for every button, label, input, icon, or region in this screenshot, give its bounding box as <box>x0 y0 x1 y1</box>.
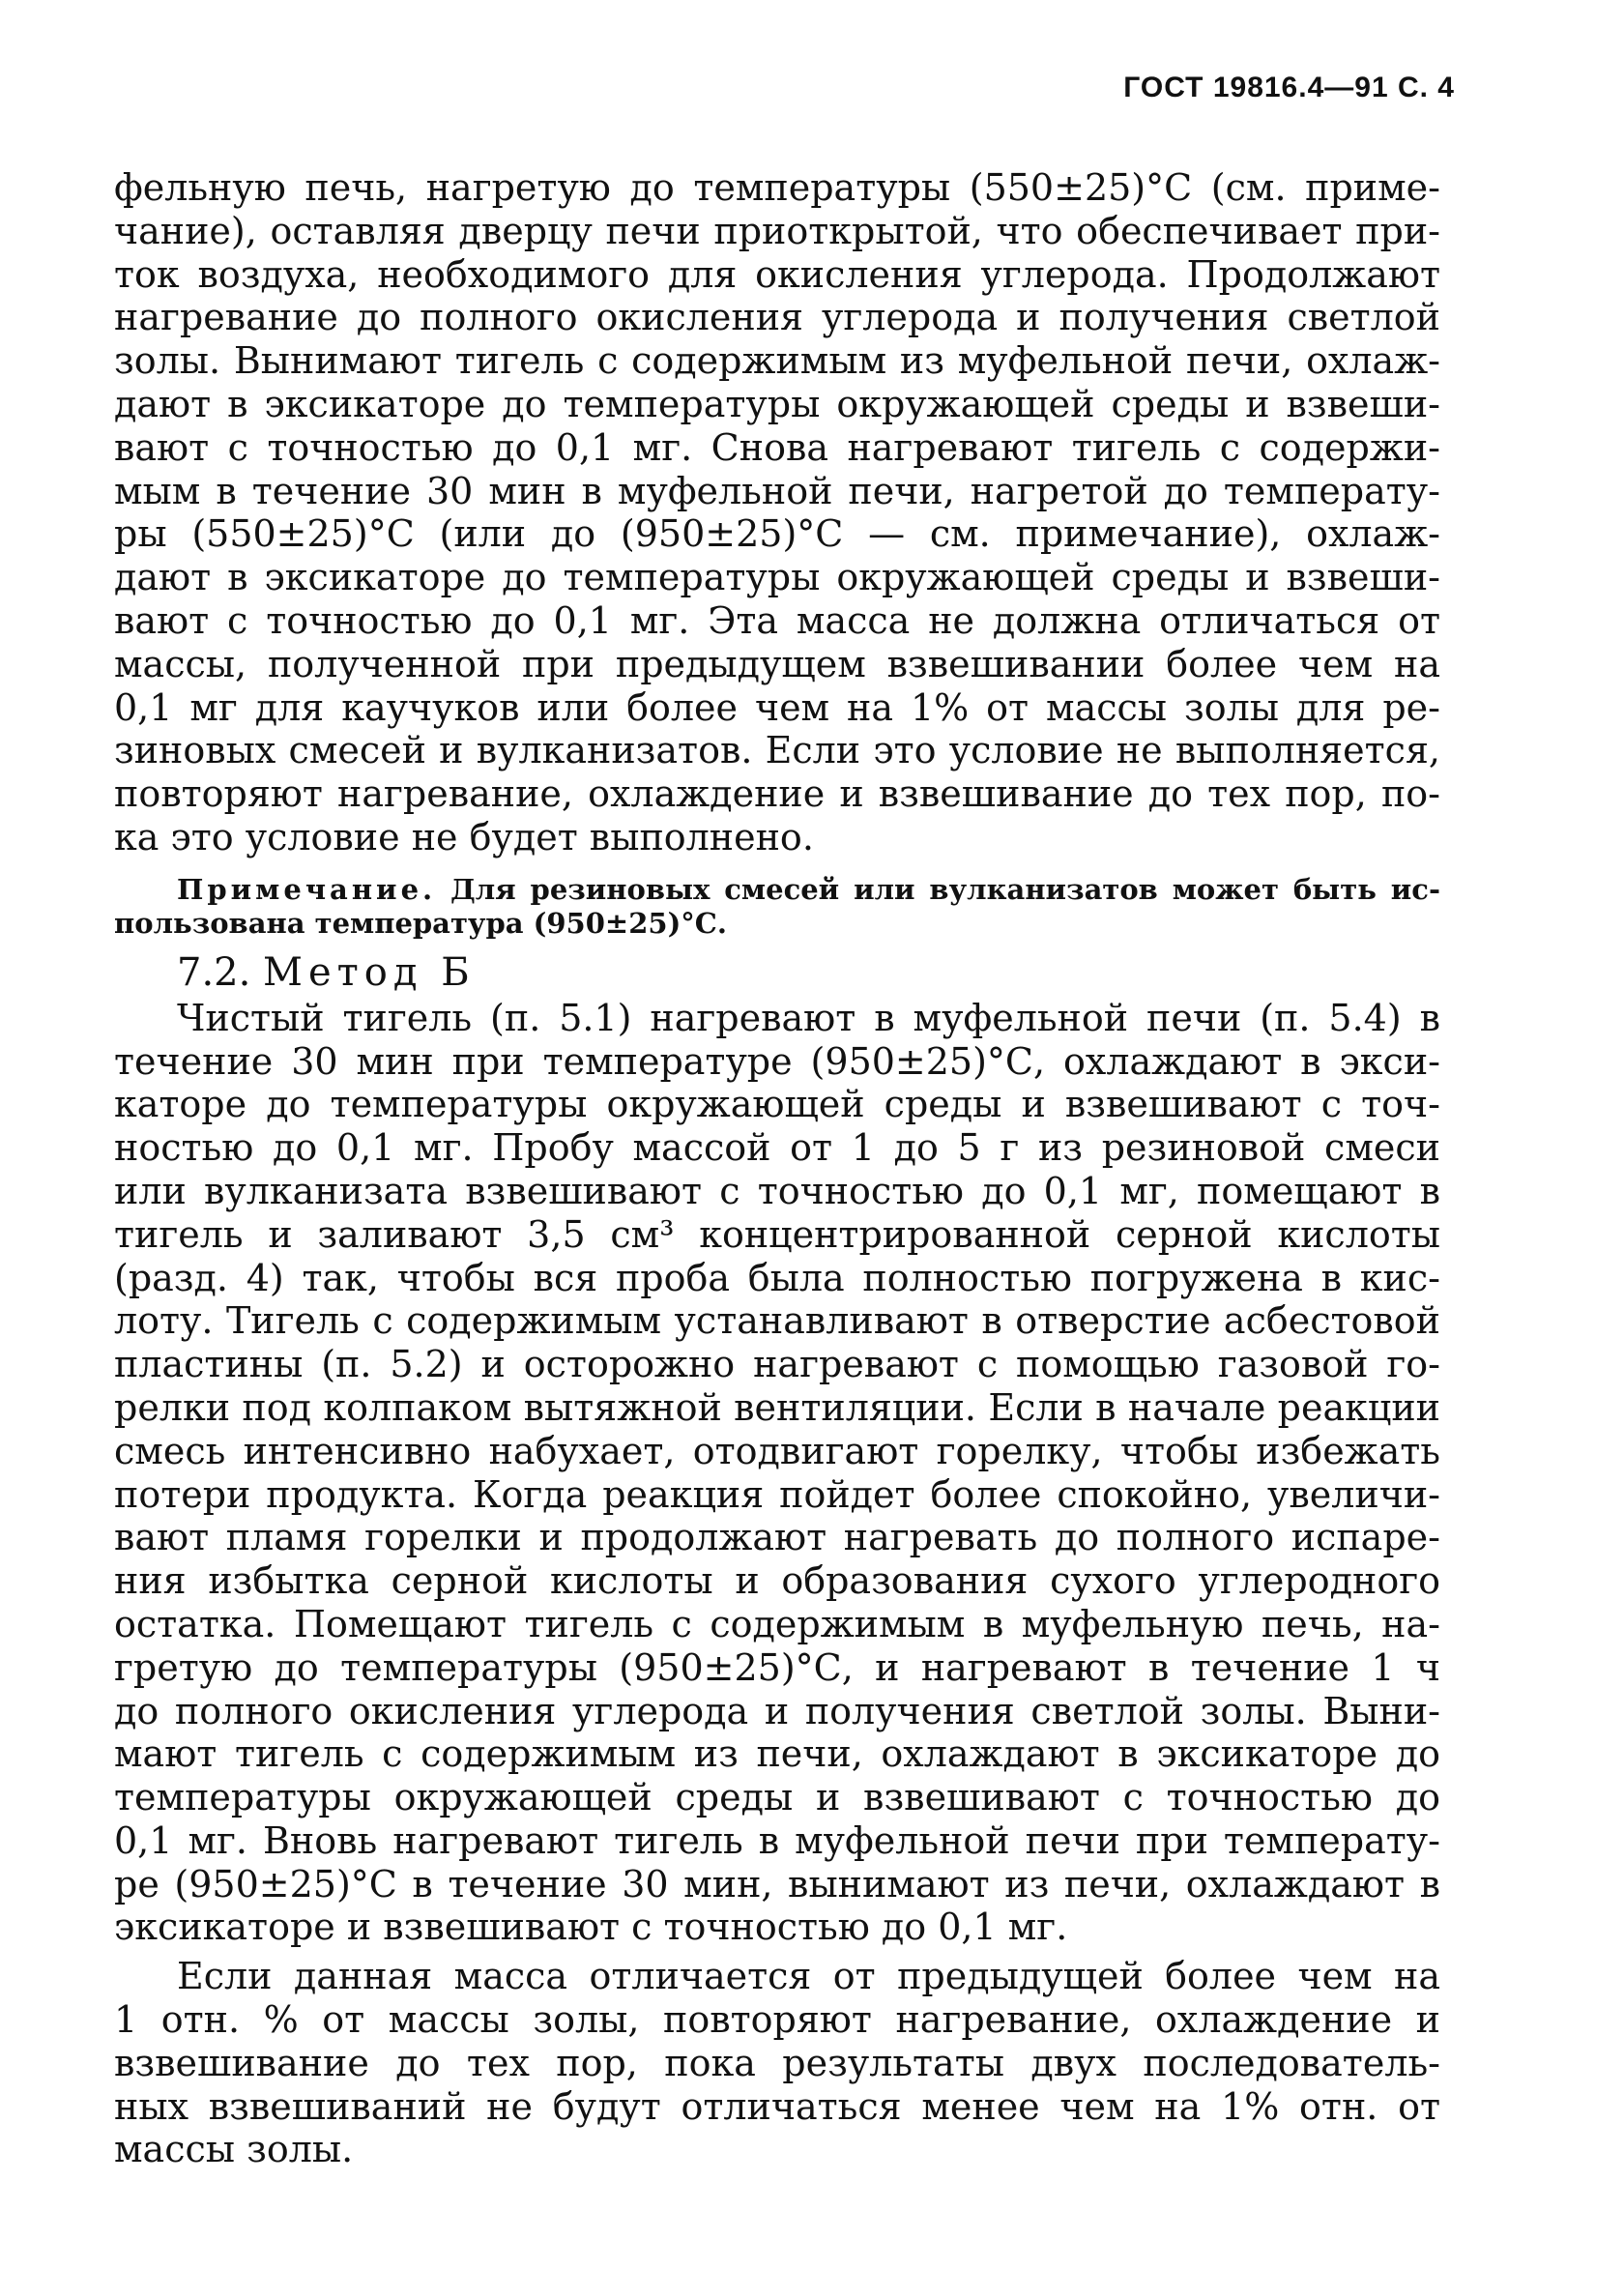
text-line: лоту. Тигель с содержимым устанавливают в отверстие асбестовой <box>114 1299 1440 1343</box>
text-line: гретую до температуры (950±25)°С, и нагревают в течение 1 ч <box>114 1645 1440 1689</box>
note-label: Примечание. <box>177 872 437 906</box>
document-body <box>114 166 1440 2171</box>
paragraph-method-b <box>114 997 1440 1950</box>
text-line: зиновых смесей и вулканизатов. Если это условие не выполняется, <box>114 729 1440 772</box>
text-line: релки под колпаком вытяжной вентиляции. Если в начале реакции <box>114 1385 1440 1429</box>
text-line: каторе до температуры окружающей среды и взвешивают с точ- <box>114 1083 1440 1126</box>
text-line: ностью до 0,1 мг. Пробу массой от 1 до 5 г из резиновой смеси <box>114 1126 1440 1170</box>
text-line: ка это условие не будет выполнено. <box>114 815 814 858</box>
text-line: Чистый тигель (п. 5.1) нагревают в муфельной печи (п. 5.4) в <box>177 996 1440 1039</box>
section-heading <box>114 948 1440 997</box>
text-line: мым в течение 30 мин в муфельной печи, нагретой до температу- <box>114 469 1440 512</box>
note-block <box>114 873 1440 941</box>
paragraph-repeat-condition <box>114 1955 1440 2171</box>
text-line: повторяют нагревание, охлаждение и взвешивание до тех пор, по- <box>114 772 1440 816</box>
text-line: вают с точностью до 0,1 мг. Снова нагревают тигель с содержи- <box>114 425 1440 469</box>
text-line: взвешивание до тех пор, пока результаты двух последователь- <box>114 2041 1440 2084</box>
text-line: 1 отн. % от массы золы, повторяют нагревание, охлаждение и <box>114 1998 1440 2042</box>
text-line: ных взвешиваний не будут отличаться менее чем на 1% отн. от <box>114 2084 1440 2128</box>
text-line: массы золы. <box>114 2128 354 2171</box>
text-line: пластины (п. 5.2) и осторожно нагревают с помощью газовой го- <box>114 1343 1440 1386</box>
text-line: ре (950±25)°С в течение 30 мин, вынимают из печи, охлаждают в <box>114 1862 1440 1905</box>
text-line: потери продукта. Когда реакция пойдет более спокойно, увеличи- <box>114 1472 1440 1516</box>
text-line: дают в эксикаторе до температуры окружающей среды и взвеши- <box>114 556 1440 599</box>
text-line: температуры окружающей среды и взвешивают с точностью до <box>114 1776 1440 1819</box>
page-running-header: ГОСТ 19816.4—91 С. 4 <box>1123 72 1455 103</box>
text-line: нагревание до полного окисления углерода и получения светлой <box>114 296 1440 339</box>
text-line: или вулканизата взвешивают с точностью до 0,1 мг, помещают в <box>114 1169 1440 1212</box>
text-line: фельную печь, нагретую до температуры (550±25)°С (см. приме- <box>114 166 1440 209</box>
section-number: 7.2. <box>177 949 251 995</box>
paragraph-continuation <box>114 166 1440 859</box>
text-line: мают тигель с содержимым из печи, охлаждают в эксикаторе до <box>114 1732 1440 1776</box>
section-heading-line <box>114 948 1440 997</box>
note-line: пользована температура (950±25)°С. <box>114 906 727 940</box>
note-line <box>114 873 1440 907</box>
text-line: массы, полученной при предыдущем взвешивании более чем на <box>114 642 1440 685</box>
text-line: золы. Вынимают тигель с содержимым из муфельной печи, охлаж- <box>114 339 1440 383</box>
text-line: до полного окисления углерода и получения светлой золы. Выни- <box>114 1689 1440 1732</box>
text-line: ры (550±25)°С (или до (950±25)°С — см. примечание), охлаж- <box>114 512 1440 556</box>
text-line: Если данная масса отличается от предыдущей более чем на <box>177 1955 1440 1998</box>
text-line: 0,1 мг. Вновь нагревают тигель в муфельной печи при температу- <box>114 1818 1440 1862</box>
text-line: ния избытка серной кислоты и образования сухого углеродного <box>114 1559 1440 1603</box>
text-line: эксикаторе и взвешивают с точностью до 0,1 мг. <box>114 1905 1068 1949</box>
text-line: 0,1 мг для каучуков или более чем на 1% от массы золы для ре- <box>114 685 1440 729</box>
text-line: ток воздуха, необходимого для окисления углерода. Продолжают <box>114 252 1440 296</box>
text-line: остатка. Помещают тигель с содержимым в муфельную печь, на- <box>114 1602 1440 1645</box>
text-line: вают пламя горелки и продолжают нагревать до полного испаре- <box>114 1516 1440 1559</box>
text-line: вают с точностью до 0,1 мг. Эта масса не должна отличаться от <box>114 598 1440 642</box>
text-line: (разд. 4) так, чтобы вся проба была полностью погружена в кис- <box>114 1256 1440 1299</box>
text-line: тигель и заливают 3,5 см³ концентрированной серной кислоты <box>114 1212 1440 1256</box>
text-line: течение 30 мин при температуре (950±25)°С, охлаждают в экси- <box>114 1039 1440 1083</box>
text-line: смесь интенсивно набухает, отодвигают горелку, чтобы избежать <box>114 1429 1440 1472</box>
note-text: Для резиновых смесей или вулканизатов может быть ис- <box>436 872 1440 906</box>
text-line: чание), оставляя дверцу печи приоткрытой, что обеспечивает при- <box>114 209 1440 252</box>
text-line: дают в эксикаторе до температуры окружающей среды и взвеши- <box>114 382 1440 425</box>
section-title: Метод Б <box>263 949 476 995</box>
